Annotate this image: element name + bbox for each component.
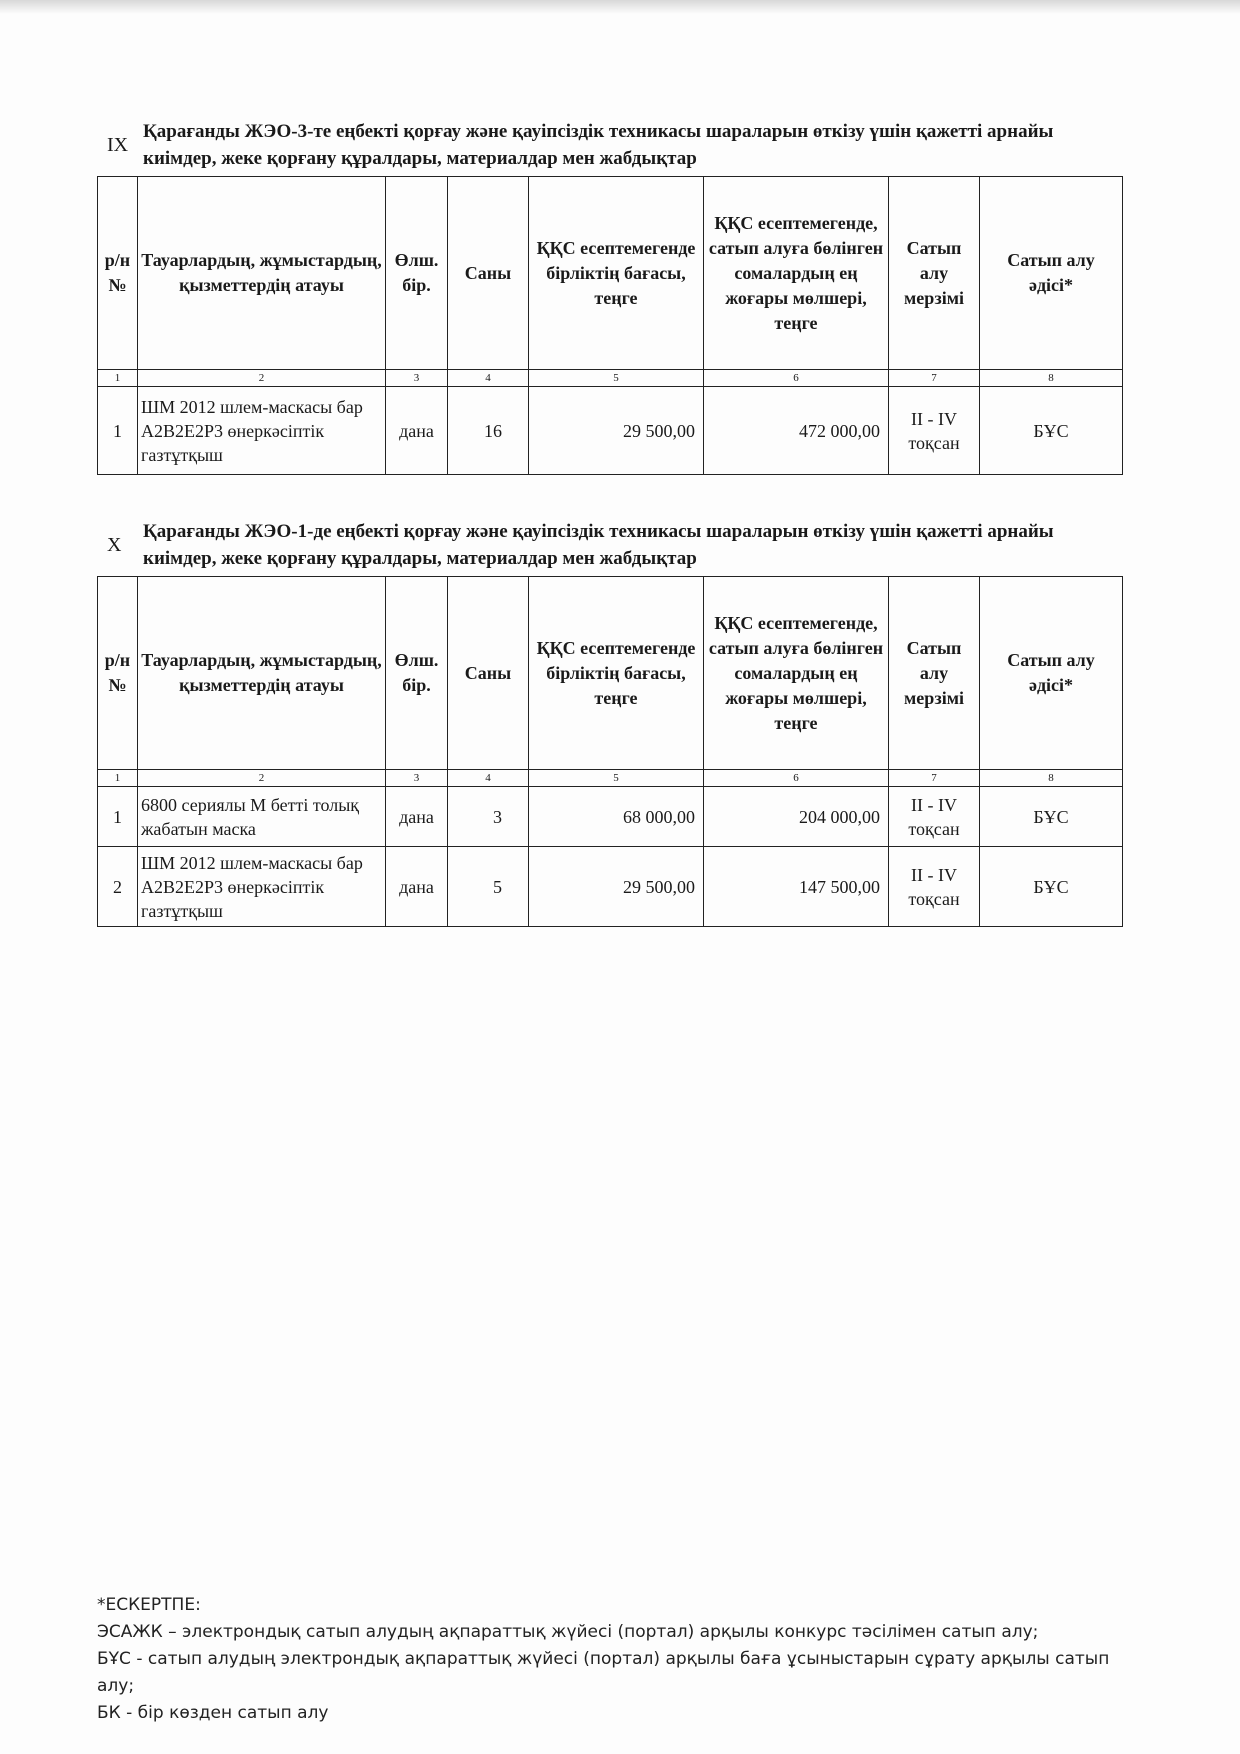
item-unit: дана — [386, 387, 448, 475]
footnote-line: БК - бір көзден сатып алу — [97, 1703, 329, 1723]
column-index: 3 — [386, 770, 448, 787]
header-rn: р/н № — [98, 577, 138, 770]
table-row — [98, 787, 1123, 847]
procurement-table — [97, 576, 1123, 927]
table-header-row — [98, 577, 1123, 770]
header-total: ҚҚС есептемегенде, сатып алуға бөлінген сомалардың ең жоғары мөлшері, теңге — [704, 577, 889, 770]
section-x — [97, 518, 1122, 927]
footnote-line: ЭСАЖК – электрондық сатып алудың ақпараттық жүйесі (портал) арқылы конкурс тәсілімен сатып алу; — [97, 1622, 1039, 1642]
item-qty: 5 — [448, 847, 529, 927]
column-index: 6 — [704, 370, 889, 387]
column-index: 2 — [138, 370, 386, 387]
section-number: X — [107, 534, 122, 556]
item-total: 204 000,00 — [704, 787, 889, 847]
item-name: 6800 сериялы М бетті толық жабатын маска — [138, 787, 386, 847]
footnote-title: *ЕСКЕРТПЕ: — [97, 1595, 201, 1615]
item-period: II - IV тоқсан — [889, 787, 980, 847]
item-name: ШМ 2012 шлем-маскасы бар А2В2Е2Р3 өнеркәсіптік газтұтқыш — [138, 847, 386, 927]
item-period: II - IV тоқсан — [889, 387, 980, 475]
header-qty: Саны — [448, 577, 529, 770]
footnote-line: БҰС - сатып алудың электрондық ақпараттық жүйесі (портал) арқылы баға ұсыныстарын сұрату арқылы сатып алу; — [97, 1649, 1110, 1696]
table-row — [98, 387, 1123, 475]
header-total: ҚҚС есептемегенде, сатып алуға бөлінген сомалардың ең жоғары мөлшері, теңге — [704, 177, 889, 370]
column-index: 2 — [138, 770, 386, 787]
header-qty: Саны — [448, 177, 529, 370]
item-price: 29 500,00 — [529, 387, 704, 475]
item-total: 147 500,00 — [704, 847, 889, 927]
column-index: 4 — [448, 370, 529, 387]
footnote — [97, 1592, 1127, 1727]
row-number: 2 — [98, 847, 138, 927]
column-index: 3 — [386, 370, 448, 387]
scan-top-edge — [0, 0, 1240, 14]
column-index: 7 — [889, 770, 980, 787]
section-ix — [97, 118, 1122, 475]
item-period: II - IV тоқсан — [889, 847, 980, 927]
table-row — [98, 847, 1123, 927]
section-title: Қарағанды ЖЭО-3-те еңбекті қорғау және қауіпсіздік техникасы шараларын өткізу үшін қажетті арнайы киімдер, жеке қорғану құралдары, материалдар мен жабдықтар — [143, 121, 1054, 169]
column-index-row — [98, 770, 1123, 787]
header-unit: Өлш. бір. — [386, 577, 448, 770]
item-price: 29 500,00 — [529, 847, 704, 927]
item-method: БҰС — [980, 787, 1123, 847]
item-total: 472 000,00 — [704, 387, 889, 475]
header-period: Сатып алу мерзімі — [889, 177, 980, 370]
item-qty: 3 — [448, 787, 529, 847]
column-index: 8 — [980, 370, 1123, 387]
row-number: 1 — [98, 387, 138, 475]
column-index: 6 — [704, 770, 889, 787]
header-price: ҚҚС есептемегенде бірліктің бағасы, теңге — [529, 177, 704, 370]
column-index-row — [98, 370, 1123, 387]
column-index: 7 — [889, 370, 980, 387]
procurement-table — [97, 176, 1123, 475]
column-index: 1 — [98, 370, 138, 387]
column-index: 1 — [98, 770, 138, 787]
item-qty: 16 — [448, 387, 529, 475]
item-method: БҰС — [980, 847, 1123, 927]
header-rn: р/н № — [98, 177, 138, 370]
header-unit: Өлш. бір. — [386, 177, 448, 370]
section-title: Қарағанды ЖЭО-1-де еңбекті қорғау және қауіпсіздік техникасы шараларын өткізу үшін қажетті арнайы киімдер, жеке қорғану құралдары, материалдар мен жабдықтар — [143, 521, 1054, 569]
item-method: БҰС — [980, 387, 1123, 475]
header-price: ҚҚС есептемегенде бірліктің бағасы, теңге — [529, 577, 704, 770]
column-index: 5 — [529, 770, 704, 787]
column-index: 5 — [529, 370, 704, 387]
header-name: Тауарлардың, жұмыстардың, қызметтердің атауы — [138, 177, 386, 370]
row-number: 1 — [98, 787, 138, 847]
header-method: Сатып алу әдісі* — [980, 577, 1123, 770]
section-number: IX — [107, 134, 129, 156]
header-name: Тауарлардың, жұмыстардың, қызметтердің атауы — [138, 577, 386, 770]
item-unit: дана — [386, 847, 448, 927]
column-index: 8 — [980, 770, 1123, 787]
item-unit: дана — [386, 787, 448, 847]
item-name: ШМ 2012 шлем-маскасы бар А2В2Е2Р3 өнеркәсіптік газтұтқыш — [138, 387, 386, 475]
column-index: 4 — [448, 770, 529, 787]
header-method: Сатып алу әдісі* — [980, 177, 1123, 370]
header-period: Сатып алу мерзімі — [889, 577, 980, 770]
section-ix-heading — [97, 118, 1122, 176]
table-header-row — [98, 177, 1123, 370]
section-x-heading — [97, 518, 1122, 576]
item-price: 68 000,00 — [529, 787, 704, 847]
